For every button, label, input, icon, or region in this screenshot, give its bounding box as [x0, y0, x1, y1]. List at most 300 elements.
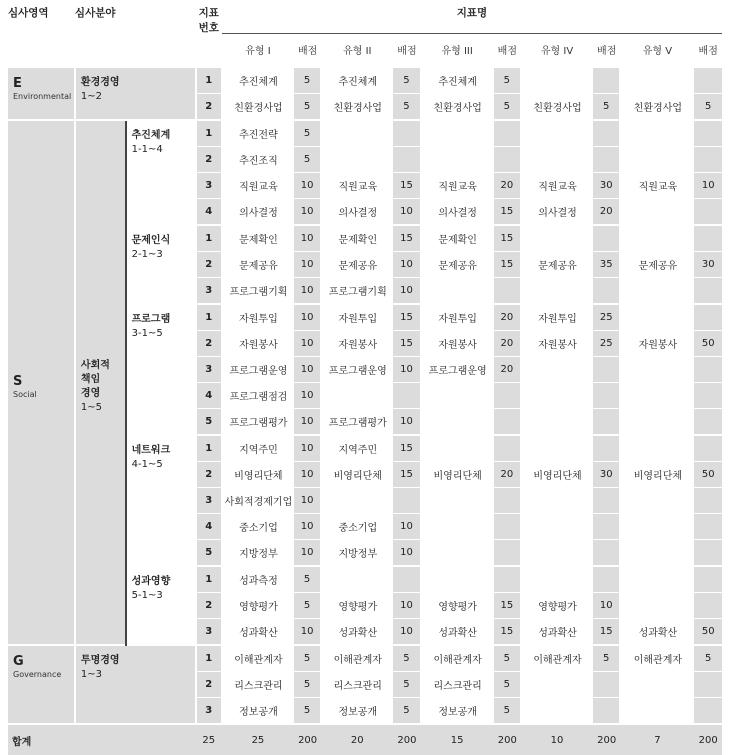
subfield-2	[126, 304, 196, 435]
indicator-name: 자원봉사	[222, 331, 294, 357]
indicator-name: 영향평가	[421, 593, 494, 619]
indicator-score	[593, 540, 620, 567]
indicator-name: 지역주민	[321, 435, 393, 462]
indicator-name: 리스크관리	[222, 672, 294, 698]
indicator-name	[620, 698, 694, 725]
indicator-name: 추진체계	[421, 67, 494, 94]
indicator-name	[521, 488, 593, 514]
indicator-name	[620, 278, 694, 305]
indicator-number: 3	[196, 619, 222, 646]
indicator-score: 15	[393, 304, 420, 331]
indicator-name: 자원투입	[222, 304, 294, 331]
indicator-score	[494, 488, 521, 514]
field-range: 1~3	[80, 669, 103, 680]
indicator-score	[694, 304, 722, 331]
indicator-score	[494, 278, 521, 305]
indicator-score	[694, 698, 722, 725]
subfield-range: 4-1~5	[131, 459, 163, 470]
indicator-number: 1	[196, 225, 222, 252]
subfield-range: 2-1~3	[131, 249, 163, 260]
indicator-name: 성과확산	[620, 619, 694, 646]
indicator-score	[694, 147, 722, 173]
indicator-score: 25	[593, 331, 620, 357]
indicator-score	[593, 672, 620, 698]
indicator-score	[694, 383, 722, 409]
subfield-3	[126, 435, 196, 566]
table-row	[8, 120, 722, 147]
indicator-score: 5	[294, 120, 321, 147]
indicator-number: 1	[196, 435, 222, 462]
field-range: 1~2	[80, 91, 103, 102]
indicator-score: 10	[294, 462, 321, 488]
indicator-score: 15	[393, 462, 420, 488]
indicator-name: 문제공유	[421, 252, 494, 278]
indicator-name	[521, 698, 593, 725]
indicator-name: 영향평가	[321, 593, 393, 619]
indicator-name: 자원봉사	[321, 331, 393, 357]
indicator-name	[620, 225, 694, 252]
indicator-number: 2	[196, 94, 222, 121]
field-transparent-management	[75, 645, 196, 724]
indicator-score: 10	[393, 409, 420, 436]
indicator-name: 프로그램운영	[321, 357, 393, 383]
total-type-count: 7	[620, 724, 694, 755]
indicator-name: 이해관계자	[222, 645, 294, 672]
indicator-name	[421, 488, 494, 514]
indicator-score	[494, 120, 521, 147]
header-type-1: 유형 I	[245, 45, 271, 57]
indicator-name: 자원봉사	[620, 331, 694, 357]
indicator-name: 프로그램평가	[222, 409, 294, 436]
indicator-score: 5	[294, 67, 321, 94]
indicator-score: 10	[593, 593, 620, 619]
indicator-score: 20	[494, 304, 521, 331]
indicator-name	[620, 357, 694, 383]
indicator-score	[593, 278, 620, 305]
field-name: 투명경영	[80, 655, 120, 666]
indicator-name: 의사결정	[521, 199, 593, 226]
indicator-name: 자원봉사	[421, 331, 494, 357]
indicator-name: 문제확인	[421, 225, 494, 252]
indicator-score	[694, 593, 722, 619]
indicator-name	[620, 566, 694, 593]
indicator-name	[521, 278, 593, 305]
indicator-name: 문제공유	[321, 252, 393, 278]
indicator-number: 2	[196, 147, 222, 173]
indicator-score	[494, 435, 521, 462]
indicator-score: 10	[393, 252, 420, 278]
indicator-name: 성과확산	[222, 619, 294, 646]
indicator-name: 비영리단체	[620, 462, 694, 488]
indicator-score: 15	[393, 435, 420, 462]
indicator-score: 10	[393, 619, 420, 646]
indicator-name: 프로그램점검	[222, 383, 294, 409]
indicator-name	[421, 566, 494, 593]
indicator-name: 친환경사업	[521, 94, 593, 121]
indicator-score	[593, 225, 620, 252]
indicator-score: 5	[494, 645, 521, 672]
indicator-score: 10	[294, 383, 321, 409]
header-type-4: 유형 IV	[540, 45, 574, 57]
area-environmental	[8, 67, 75, 120]
indicator-score: 10	[393, 514, 420, 540]
indicator-name	[421, 409, 494, 436]
indicator-name: 성과측정	[222, 566, 294, 593]
indicator-score: 5	[294, 593, 321, 619]
indicator-number: 1	[196, 120, 222, 147]
subfield-name: 문제인식	[131, 235, 171, 246]
indicator-name: 자원투입	[421, 304, 494, 331]
indicator-score	[593, 566, 620, 593]
indicator-name	[321, 120, 393, 147]
indicator-number: 1	[196, 67, 222, 94]
indicator-name: 친환경사업	[620, 94, 694, 121]
indicator-name: 프로그램기획	[321, 278, 393, 305]
indicator-score: 10	[294, 278, 321, 305]
indicator-name	[521, 540, 593, 567]
indicator-score	[593, 409, 620, 436]
indicator-name: 자원투입	[321, 304, 393, 331]
indicator-name: 자원봉사	[521, 331, 593, 357]
indicator-number: 2	[196, 331, 222, 357]
area-name-e: Environmental	[13, 92, 72, 101]
indicator-number: 3	[196, 278, 222, 305]
field-name-line: 사회적	[80, 359, 110, 371]
table-row	[8, 645, 722, 672]
indicator-score: 5	[393, 672, 420, 698]
subfield-range: 1-1~4	[131, 144, 163, 155]
indicator-name	[620, 67, 694, 94]
indicator-score: 30	[694, 252, 722, 278]
indicator-name: 정보공개	[222, 698, 294, 725]
indicator-score	[694, 672, 722, 698]
indicator-score: 10	[294, 435, 321, 462]
indicator-score: 30	[593, 462, 620, 488]
subfield-range: 5-1~3	[131, 590, 163, 601]
indicator-name	[421, 120, 494, 147]
field-name: 환경경영	[80, 77, 120, 88]
indicator-name: 리스크관리	[421, 672, 494, 698]
indicator-score: 5	[294, 698, 321, 725]
indicator-score: 15	[393, 225, 420, 252]
indicator-score: 5	[393, 94, 420, 121]
indicator-name: 중소기업	[222, 514, 294, 540]
indicator-score: 20	[494, 173, 521, 199]
indicator-name	[421, 278, 494, 305]
indicator-score: 10	[294, 331, 321, 357]
indicator-name: 의사결정	[222, 199, 294, 226]
indicator-name	[521, 67, 593, 94]
total-type-score: 200	[494, 724, 521, 755]
area-code-g: G	[13, 654, 24, 669]
header-score-3: 배점	[497, 45, 517, 57]
header-type-2: 유형 II	[343, 45, 372, 57]
indicator-score	[494, 540, 521, 567]
indicator-name	[620, 435, 694, 462]
area-name-s: Social	[13, 390, 37, 399]
indicator-name	[521, 435, 593, 462]
indicator-score: 10	[294, 173, 321, 199]
indicator-score	[694, 278, 722, 305]
indicator-name: 추진전략	[222, 120, 294, 147]
indicator-name: 추진체계	[222, 67, 294, 94]
indicator-name: 문제공유	[521, 252, 593, 278]
indicator-name: 자원투입	[521, 304, 593, 331]
indicator-number: 5	[196, 540, 222, 567]
indicator-name	[421, 435, 494, 462]
total-type-score: 200	[294, 724, 321, 755]
indicator-score: 35	[593, 252, 620, 278]
indicator-name: 이해관계자	[421, 645, 494, 672]
subfield-name: 추진체계	[131, 130, 171, 141]
indicator-name: 문제확인	[321, 225, 393, 252]
total-type-score: 200	[393, 724, 420, 755]
subfield-0	[126, 120, 196, 225]
indicator-name: 추진조직	[222, 147, 294, 173]
area-name-g: Governance	[13, 670, 62, 679]
indicator-score: 5	[694, 645, 722, 672]
indicator-score: 10	[294, 540, 321, 567]
indicator-name	[321, 566, 393, 593]
indicator-score: 20	[494, 462, 521, 488]
indicator-score: 10	[393, 540, 420, 567]
indicator-name: 프로그램운영	[421, 357, 494, 383]
indicator-score: 5	[694, 94, 722, 121]
indicator-number: 2	[196, 593, 222, 619]
subfield-range: 3-1~5	[131, 328, 163, 339]
indicator-number: 3	[196, 357, 222, 383]
header-area: 심사영역	[8, 7, 49, 19]
indicator-name	[620, 540, 694, 567]
header-field: 심사분야	[74, 7, 116, 19]
indicator-name: 친환경사업	[222, 94, 294, 121]
indicator-name: 영향평가	[222, 593, 294, 619]
indicator-score	[494, 514, 521, 540]
indicator-score: 5	[593, 645, 620, 672]
indicator-score: 10	[294, 304, 321, 331]
indicator-score: 5	[494, 698, 521, 725]
indicator-name: 성과확산	[321, 619, 393, 646]
indicator-score: 20	[593, 199, 620, 226]
total-type-count: 20	[321, 724, 393, 755]
indicator-score	[494, 566, 521, 593]
indicator-score: 10	[294, 252, 321, 278]
indicator-name	[521, 120, 593, 147]
indicator-score: 5	[393, 645, 420, 672]
total-label: 합계	[8, 724, 196, 755]
indicator-score: 5	[294, 566, 321, 593]
header-score-5: 배점	[698, 45, 718, 57]
indicator-score: 10	[294, 514, 321, 540]
indicator-score	[694, 120, 722, 147]
indicator-score	[694, 199, 722, 226]
indicator-score: 10	[294, 357, 321, 383]
indicator-score: 15	[494, 225, 521, 252]
indicator-score: 5	[294, 94, 321, 121]
indicator-name: 직원교육	[321, 173, 393, 199]
indicator-name: 직원교육	[521, 173, 593, 199]
indicator-name: 정보공개	[321, 698, 393, 725]
indicator-number: 2	[196, 252, 222, 278]
area-social	[8, 120, 75, 645]
total-count: 25	[196, 724, 222, 755]
indicator-name	[521, 566, 593, 593]
indicator-score: 10	[294, 199, 321, 226]
indicator-name: 비영리단체	[222, 462, 294, 488]
indicator-score: 5	[393, 698, 420, 725]
indicator-score: 10	[393, 357, 420, 383]
indicator-score	[494, 147, 521, 173]
indicator-name: 추진체계	[321, 67, 393, 94]
indicator-score: 25	[593, 304, 620, 331]
indicator-name	[321, 488, 393, 514]
indicator-name	[620, 672, 694, 698]
indicator-score	[694, 566, 722, 593]
indicator-score: 10	[694, 173, 722, 199]
indicator-score: 15	[593, 619, 620, 646]
indicator-name	[521, 357, 593, 383]
indicator-score: 10	[294, 488, 321, 514]
indicator-score	[593, 435, 620, 462]
indicator-name: 지방정부	[321, 540, 393, 567]
indicator-score	[393, 147, 420, 173]
area-code-e: E	[13, 76, 22, 91]
indicator-score	[593, 120, 620, 147]
subfield-1	[126, 225, 196, 304]
field-social-responsibility	[75, 120, 126, 645]
indicator-number: 2	[196, 672, 222, 698]
indicator-name	[321, 383, 393, 409]
indicator-name: 성과확산	[521, 619, 593, 646]
header-score-4: 배점	[597, 45, 617, 57]
indicator-name: 의사결정	[421, 199, 494, 226]
indicator-score: 10	[294, 619, 321, 646]
indicator-score	[393, 120, 420, 147]
indicator-name: 문제확인	[222, 225, 294, 252]
subfield-4	[126, 566, 196, 645]
indicator-score	[593, 67, 620, 94]
indicator-score: 50	[694, 331, 722, 357]
total-type-count: 25	[222, 724, 294, 755]
indicator-score	[593, 357, 620, 383]
subfield-name: 네트워크	[131, 445, 171, 456]
indicator-name: 중소기업	[321, 514, 393, 540]
indicator-score	[593, 147, 620, 173]
indicator-number: 4	[196, 514, 222, 540]
indicator-name	[521, 409, 593, 436]
indicator-number: 2	[196, 462, 222, 488]
indicator-score	[593, 488, 620, 514]
total-row	[8, 724, 722, 755]
area-governance	[8, 645, 75, 724]
indicator-score: 5	[294, 147, 321, 173]
indicator-number: 1	[196, 304, 222, 331]
indicator-name: 리스크관리	[321, 672, 393, 698]
indicator-score: 10	[393, 593, 420, 619]
indicator-score	[694, 67, 722, 94]
indicator-score	[694, 225, 722, 252]
indicator-score: 30	[593, 173, 620, 199]
header-type-5: 유형 V	[642, 45, 673, 57]
indicator-number: 1	[196, 645, 222, 672]
indicator-name: 프로그램운영	[222, 357, 294, 383]
table-row	[8, 67, 722, 94]
indicator-score	[593, 514, 620, 540]
field-range: 1~5	[80, 401, 103, 413]
indicator-score	[494, 383, 521, 409]
indicator-name	[620, 304, 694, 331]
indicator-name: 정보공개	[421, 698, 494, 725]
header-score-1: 배점	[297, 45, 318, 57]
scoring-table	[8, 0, 722, 755]
subfield-name: 성과영향	[131, 576, 171, 587]
indicator-name	[521, 147, 593, 173]
indicator-score	[393, 566, 420, 593]
indicator-score: 10	[294, 225, 321, 252]
indicator-name: 이해관계자	[521, 645, 593, 672]
indicator-score: 15	[494, 593, 521, 619]
indicator-number: 3	[196, 173, 222, 199]
indicator-name: 비영리단체	[321, 462, 393, 488]
indicator-number: 5	[196, 409, 222, 436]
indicator-name: 직원교육	[222, 173, 294, 199]
indicator-number: 1	[196, 566, 222, 593]
indicator-score: 5	[593, 94, 620, 121]
field-environmental-management	[75, 67, 196, 120]
indicator-name	[521, 383, 593, 409]
indicator-score	[694, 357, 722, 383]
indicator-score	[393, 383, 420, 409]
indicator-name: 지역주민	[222, 435, 294, 462]
indicator-score: 5	[294, 645, 321, 672]
indicator-score	[694, 540, 722, 567]
indicator-name	[521, 672, 593, 698]
indicator-number: 3	[196, 488, 222, 514]
indicator-name	[421, 514, 494, 540]
header-no-line1: 지표	[198, 7, 219, 19]
indicator-name: 프로그램평가	[321, 409, 393, 436]
field-name-line: 경영	[80, 387, 101, 399]
indicator-name: 문제공유	[222, 252, 294, 278]
indicator-number: 4	[196, 383, 222, 409]
indicator-name	[521, 225, 593, 252]
indicator-score: 15	[393, 331, 420, 357]
indicator-name: 지방정부	[222, 540, 294, 567]
indicator-score: 10	[393, 199, 420, 226]
header-score-2: 배점	[397, 45, 417, 57]
indicator-name	[620, 488, 694, 514]
header-indicator-name: 지표명	[222, 0, 722, 34]
total-type-score: 200	[694, 724, 722, 755]
indicator-name	[521, 514, 593, 540]
indicator-score	[694, 488, 722, 514]
indicator-name: 영향평가	[521, 593, 593, 619]
indicator-name	[620, 514, 694, 540]
indicator-score	[694, 409, 722, 436]
indicator-score: 10	[393, 278, 420, 305]
indicator-name: 성과확산	[421, 619, 494, 646]
indicator-name: 직원교육	[421, 173, 494, 199]
indicator-score: 50	[694, 462, 722, 488]
header-no-line2: 번호	[198, 22, 219, 34]
indicator-name: 사회적경제기업	[222, 488, 294, 514]
indicator-name: 비영리단체	[521, 462, 593, 488]
indicator-score: 20	[494, 331, 521, 357]
indicator-score	[694, 514, 722, 540]
indicator-score: 15	[494, 252, 521, 278]
indicator-score	[593, 383, 620, 409]
indicator-score: 5	[494, 672, 521, 698]
